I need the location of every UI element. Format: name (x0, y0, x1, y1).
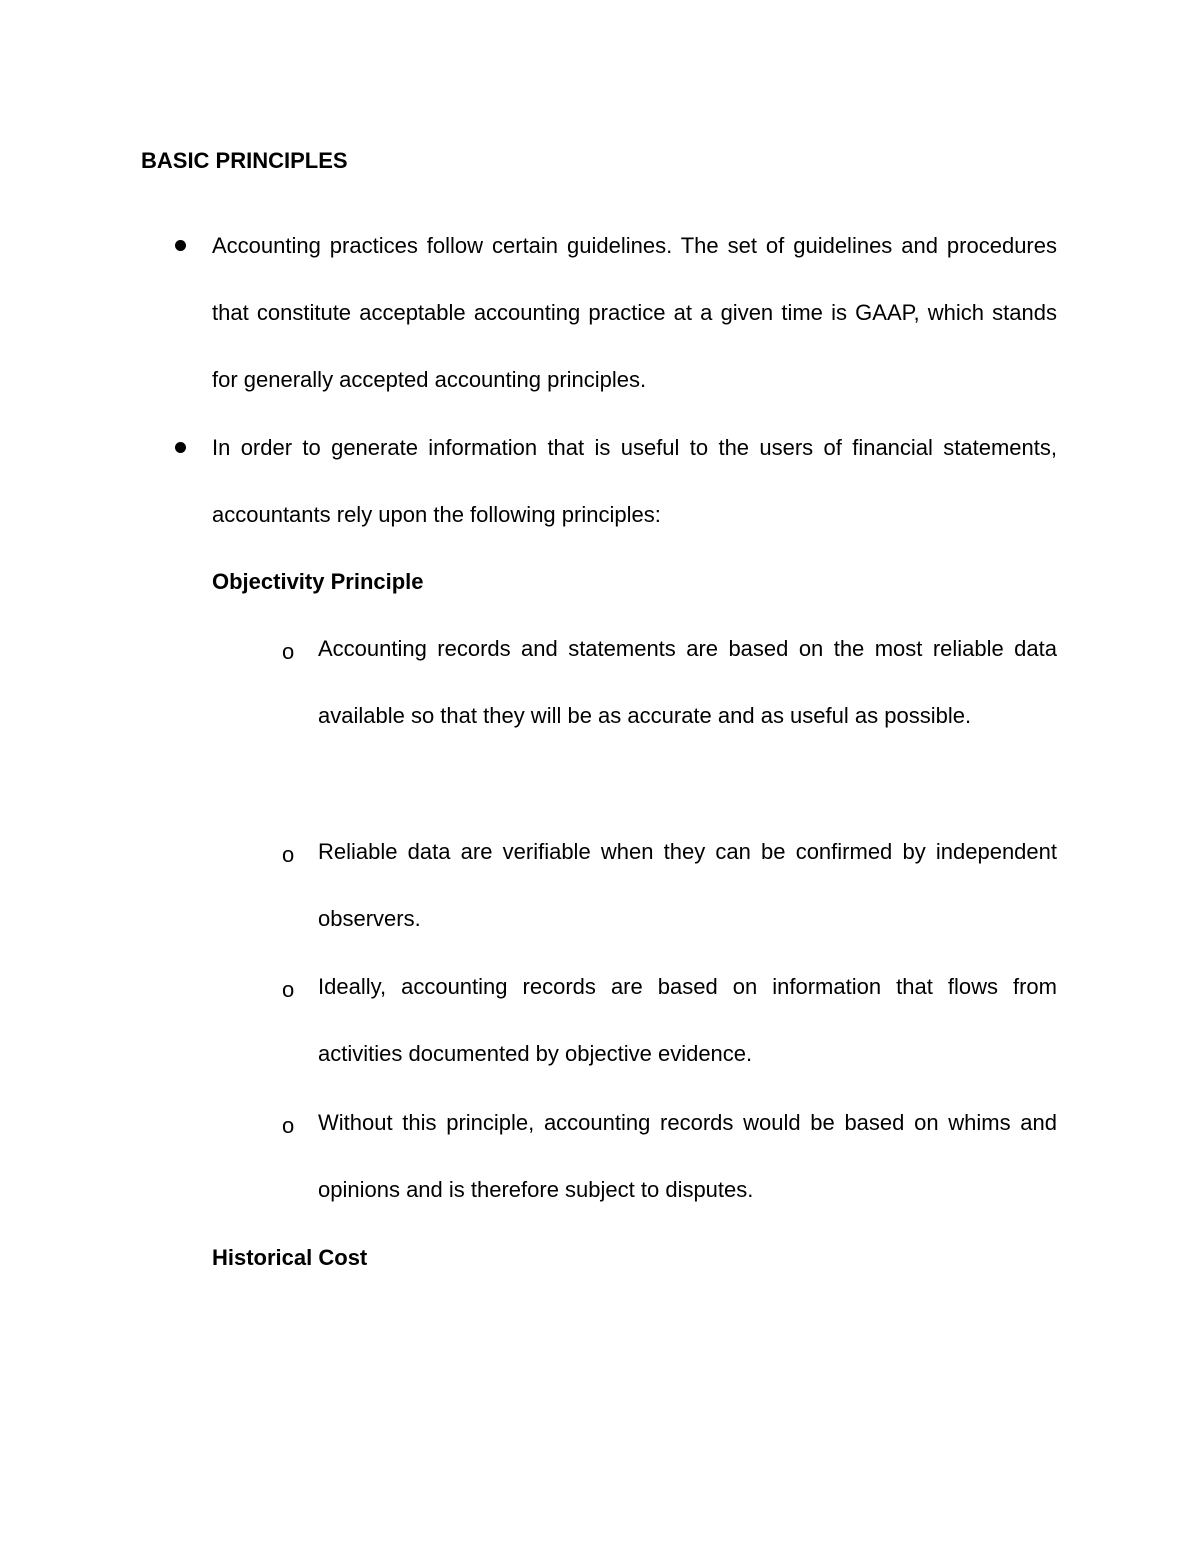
sub-bullet-icon: o (282, 639, 295, 664)
section-title: Historical Cost (212, 1245, 368, 1270)
sub-bullet-paragraph: Reliable data are verifiable when they can be confirmed by independent observers. (318, 839, 1057, 931)
bullet-paragraph: Accounting practices follow certain guidelines. The set of guidelines and procedures that constitute acceptable accounting practice at a given time is GAAP, which stands for generally accepted accounting principles. (212, 233, 1057, 392)
bullet-icon (175, 240, 186, 251)
bullet-icon (175, 442, 186, 453)
bullet-paragraph: In order to generate information that is useful to the users of financial statements, accountants rely upon the following principles: (212, 435, 1057, 527)
page-heading: BASIC PRINCIPLES (141, 148, 348, 173)
sub-bullet-icon: o (282, 842, 295, 867)
sub-bullet-paragraph: Without this principle, accounting records would be based on whims and opinions and is therefore subject to disputes. (318, 1110, 1057, 1202)
section-title: Objectivity Principle (212, 569, 424, 594)
sub-bullet-icon: o (282, 977, 295, 1002)
sub-bullet-paragraph: Accounting records and statements are based on the most reliable data available so that they will be as accurate and as useful as possible. (318, 636, 1057, 728)
sub-bullet-paragraph: Ideally, accounting records are based on information that flows from activities documented by objective evidence. (318, 974, 1057, 1066)
sub-bullet-icon: o (282, 1113, 295, 1138)
